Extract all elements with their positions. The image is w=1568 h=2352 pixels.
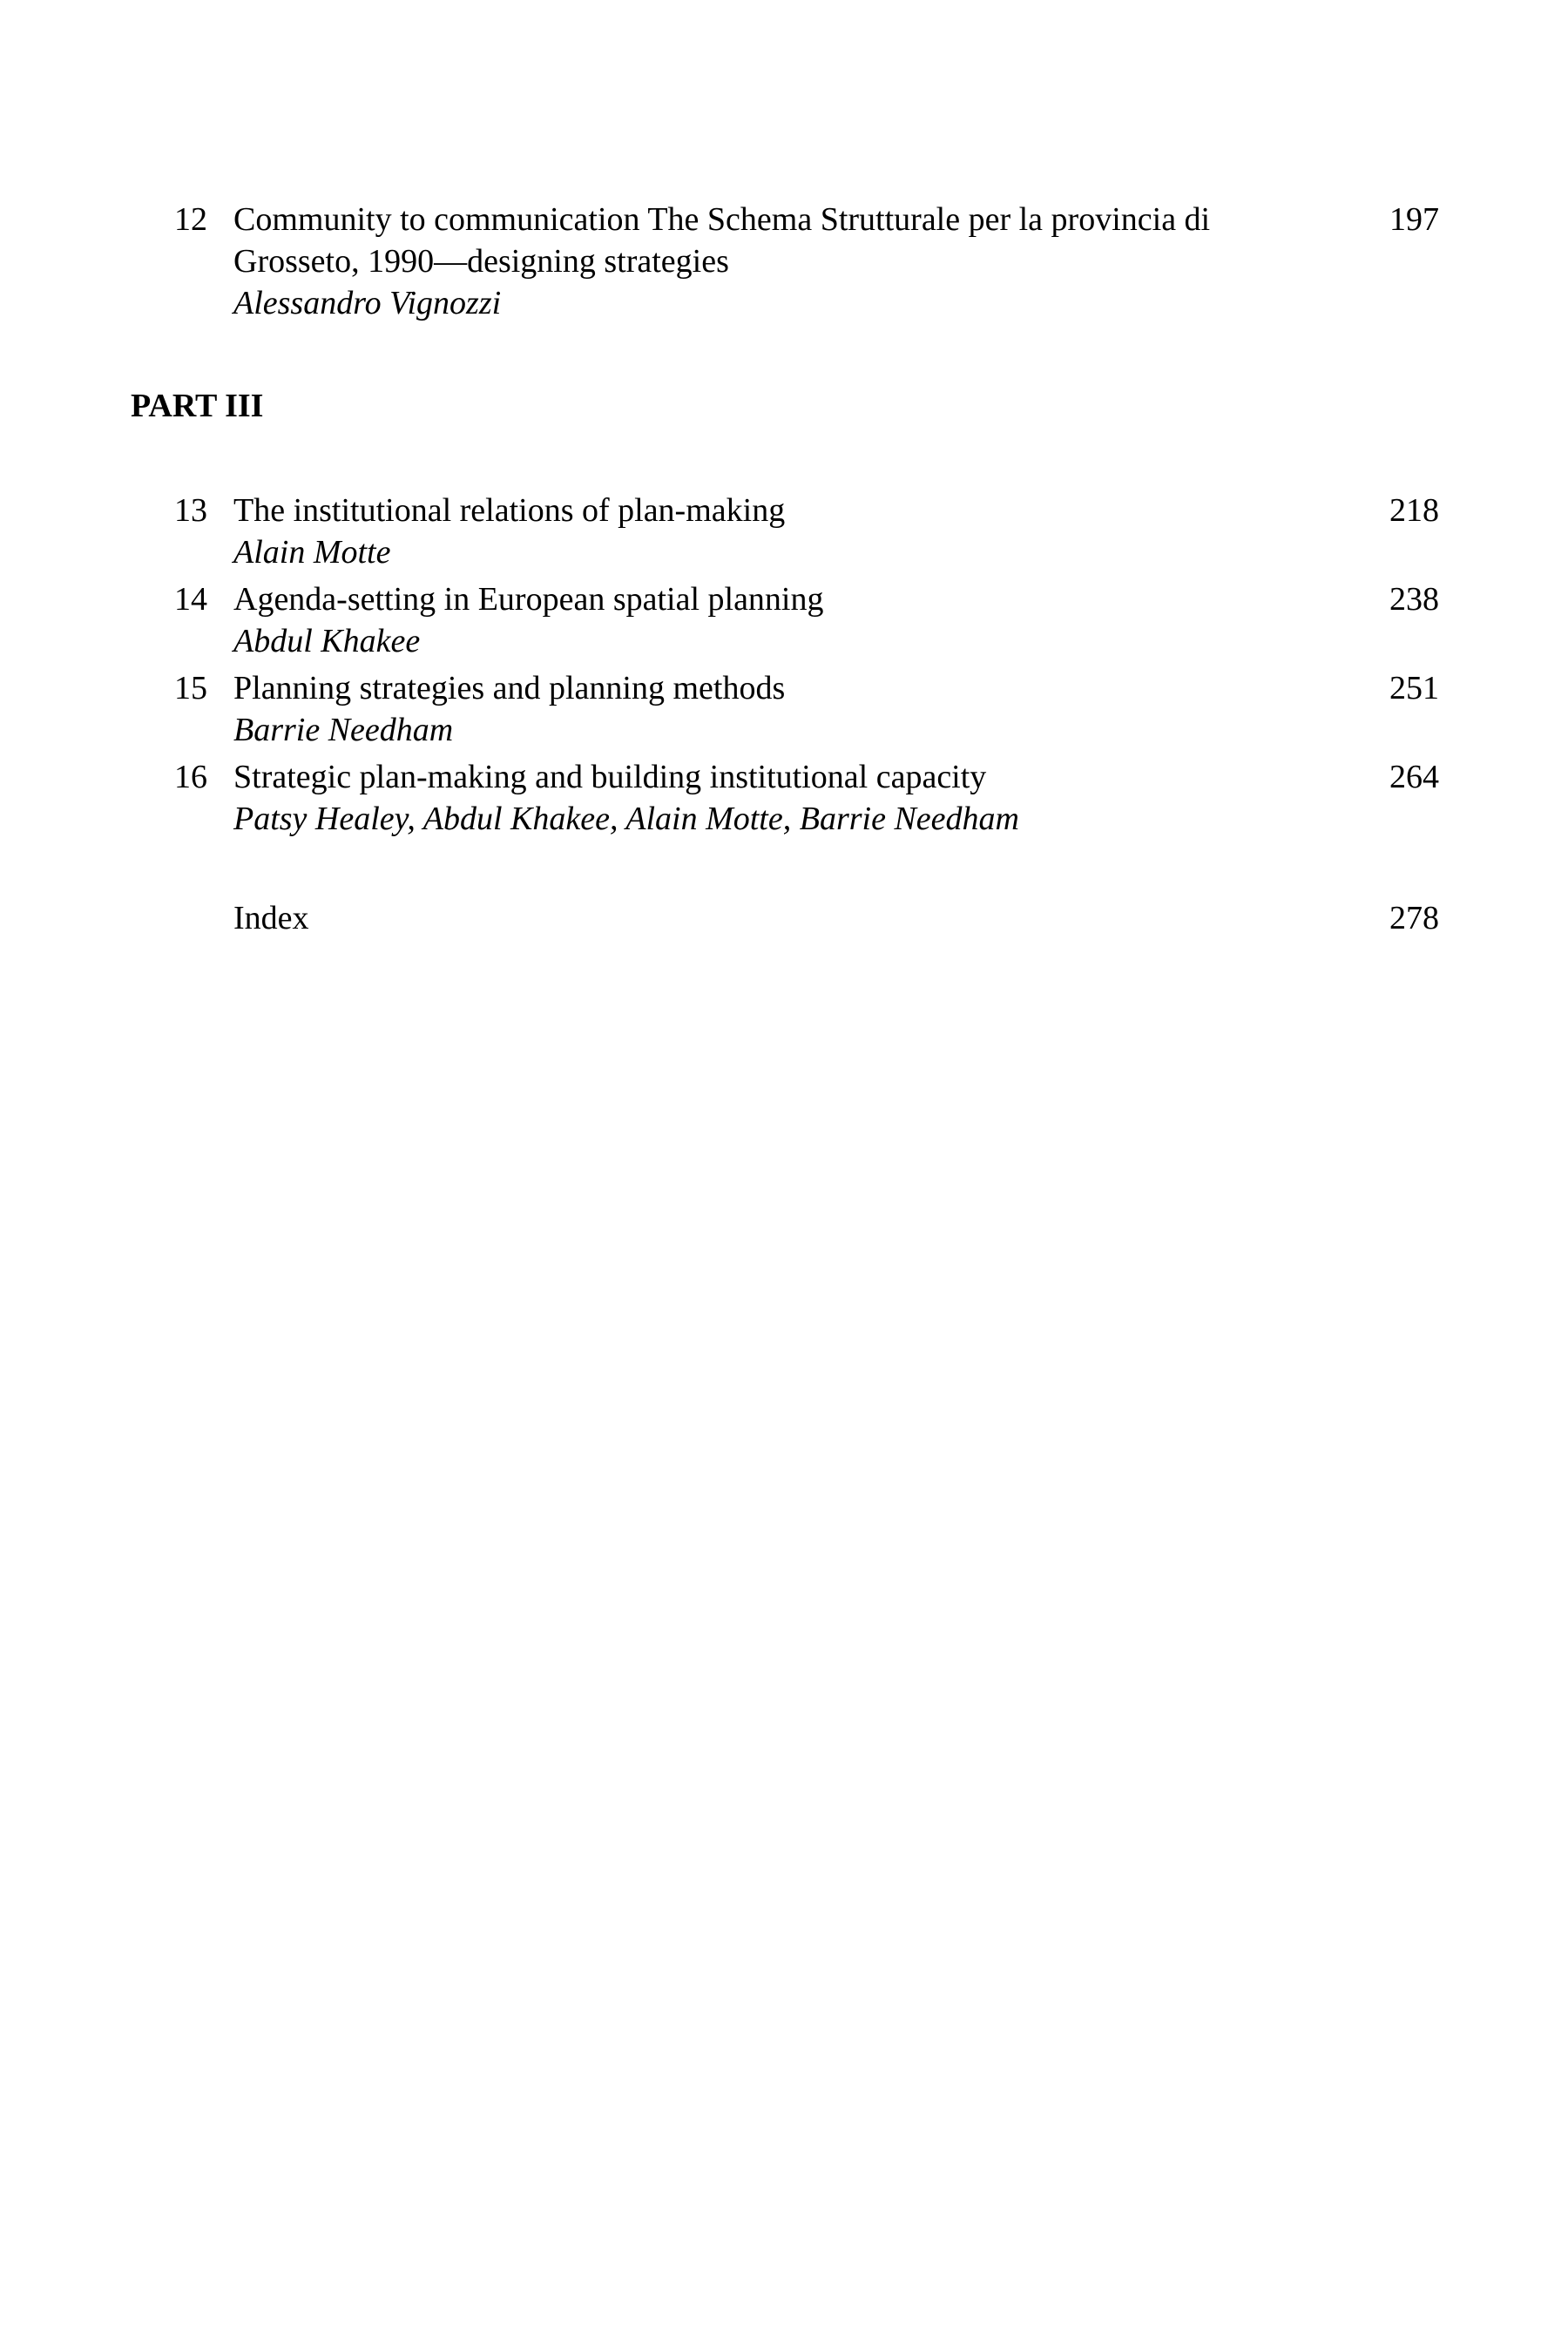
chapter-number: 16 (174, 759, 207, 795)
chapter-title-block (233, 756, 1322, 840)
chapter-title-block (233, 578, 1322, 662)
part-heading: PART III (131, 388, 264, 424)
chapter-number: 12 (174, 201, 207, 238)
chapter-number: 14 (174, 581, 207, 618)
chapter-page-number: 251 (1389, 670, 1439, 706)
chapter-title: The institutional relations of plan-making (233, 492, 786, 529)
chapter-author: Abdul Khakee (233, 623, 421, 659)
chapter-author: Patsy Healey, Abdul Khakee, Alain Motte, Barrie Needham (233, 801, 1019, 837)
chapter-page-number: 264 (1389, 759, 1439, 795)
chapter-title-block (233, 667, 1322, 751)
chapter-title-block (233, 199, 1322, 324)
chapter-author: Alessandro Vignozzi (233, 285, 502, 321)
chapter-author: Alain Motte (233, 534, 391, 571)
chapter-number: 15 (174, 670, 207, 706)
chapter-page-number: 197 (1389, 201, 1439, 238)
chapter-title: Agenda-setting in European spatial planning (233, 581, 824, 618)
chapter-page-number: 218 (1389, 492, 1439, 529)
index-label: Index (233, 900, 309, 936)
chapter-title: Planning strategies and planning methods (233, 670, 786, 706)
chapter-title: Community to communication The Schema Strutturale per la provincia di Grosseto, 1990—designing strategies (233, 201, 1211, 280)
index-page-number: 278 (1389, 900, 1439, 936)
chapter-number: 13 (174, 492, 207, 529)
chapter-title-block (233, 490, 1322, 573)
chapter-author: Barrie Needham (233, 712, 454, 748)
chapter-page-number: 238 (1389, 581, 1439, 618)
chapter-title: Strategic plan-making and building institutional capacity (233, 759, 987, 795)
